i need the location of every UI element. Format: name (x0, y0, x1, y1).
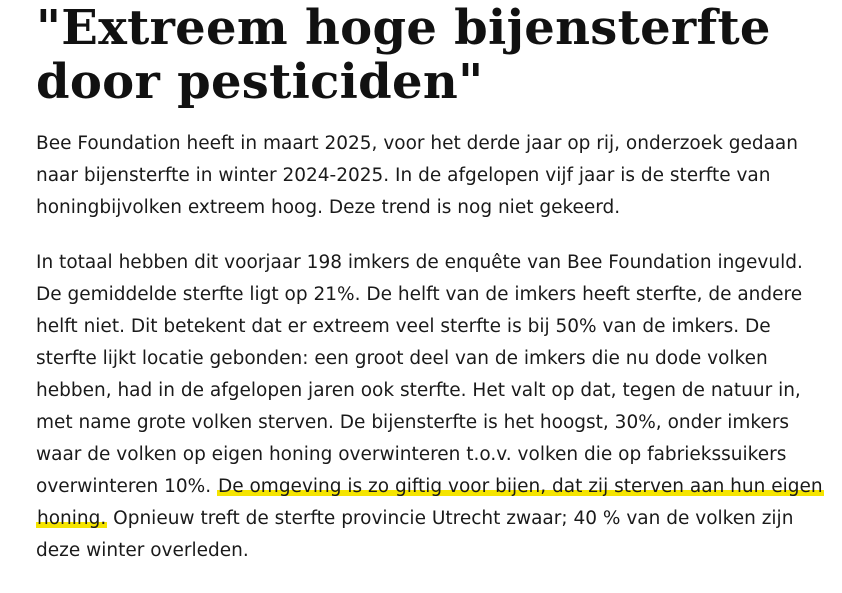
body-text-after-highlight: Opnieuw treft de sterfte provincie Utrecht zwaar; 40 % van de volken zijn deze winter overleden. (36, 508, 794, 561)
article (36, 0, 826, 567)
article-headline: "Extreem hoge bijensterfte door pesticiden" (36, 0, 771, 110)
highlighted-sentence: De omgeving is zo giftig voor bijen, dat zij sterven aan hun eigen honing. (37, 476, 823, 529)
body-paragraph (36, 247, 826, 567)
intro-paragraph: Bee Foundation heeft in maart 2025, voor het derde jaar op rij, onderzoek gedaan naar bijensterfte in winter 2024-2025. In de afgelopen vijf jaar is de sterfte van honingbijvolken extreem hoog. Deze trend is nog niet gekeerd. (36, 133, 798, 218)
body-text-before-highlight: In totaal hebben dit voorjaar 198 imkers de enquête van Bee Foundation ingevuld. De gemiddelde sterfte ligt op 21%. De helft van de imkers heeft sterfte, de andere helft niet. Dit betekent dat er extreem veel sterfte is bij 50% van de imkers. De sterfte lijkt locatie gebonden: een groot deel van de imkers die nu dode volken hebben, had in de afgelopen jaren ook sterfte. Het valt op dat, tegen de natuur in, met name grote volken sterven. De bijensterfte is het hoogst, 30%, onder imkers waar de volken op eigen honing overwinteren t.o.v. volken die op fabriekssuikers overwinteren 10%. (36, 252, 803, 497)
